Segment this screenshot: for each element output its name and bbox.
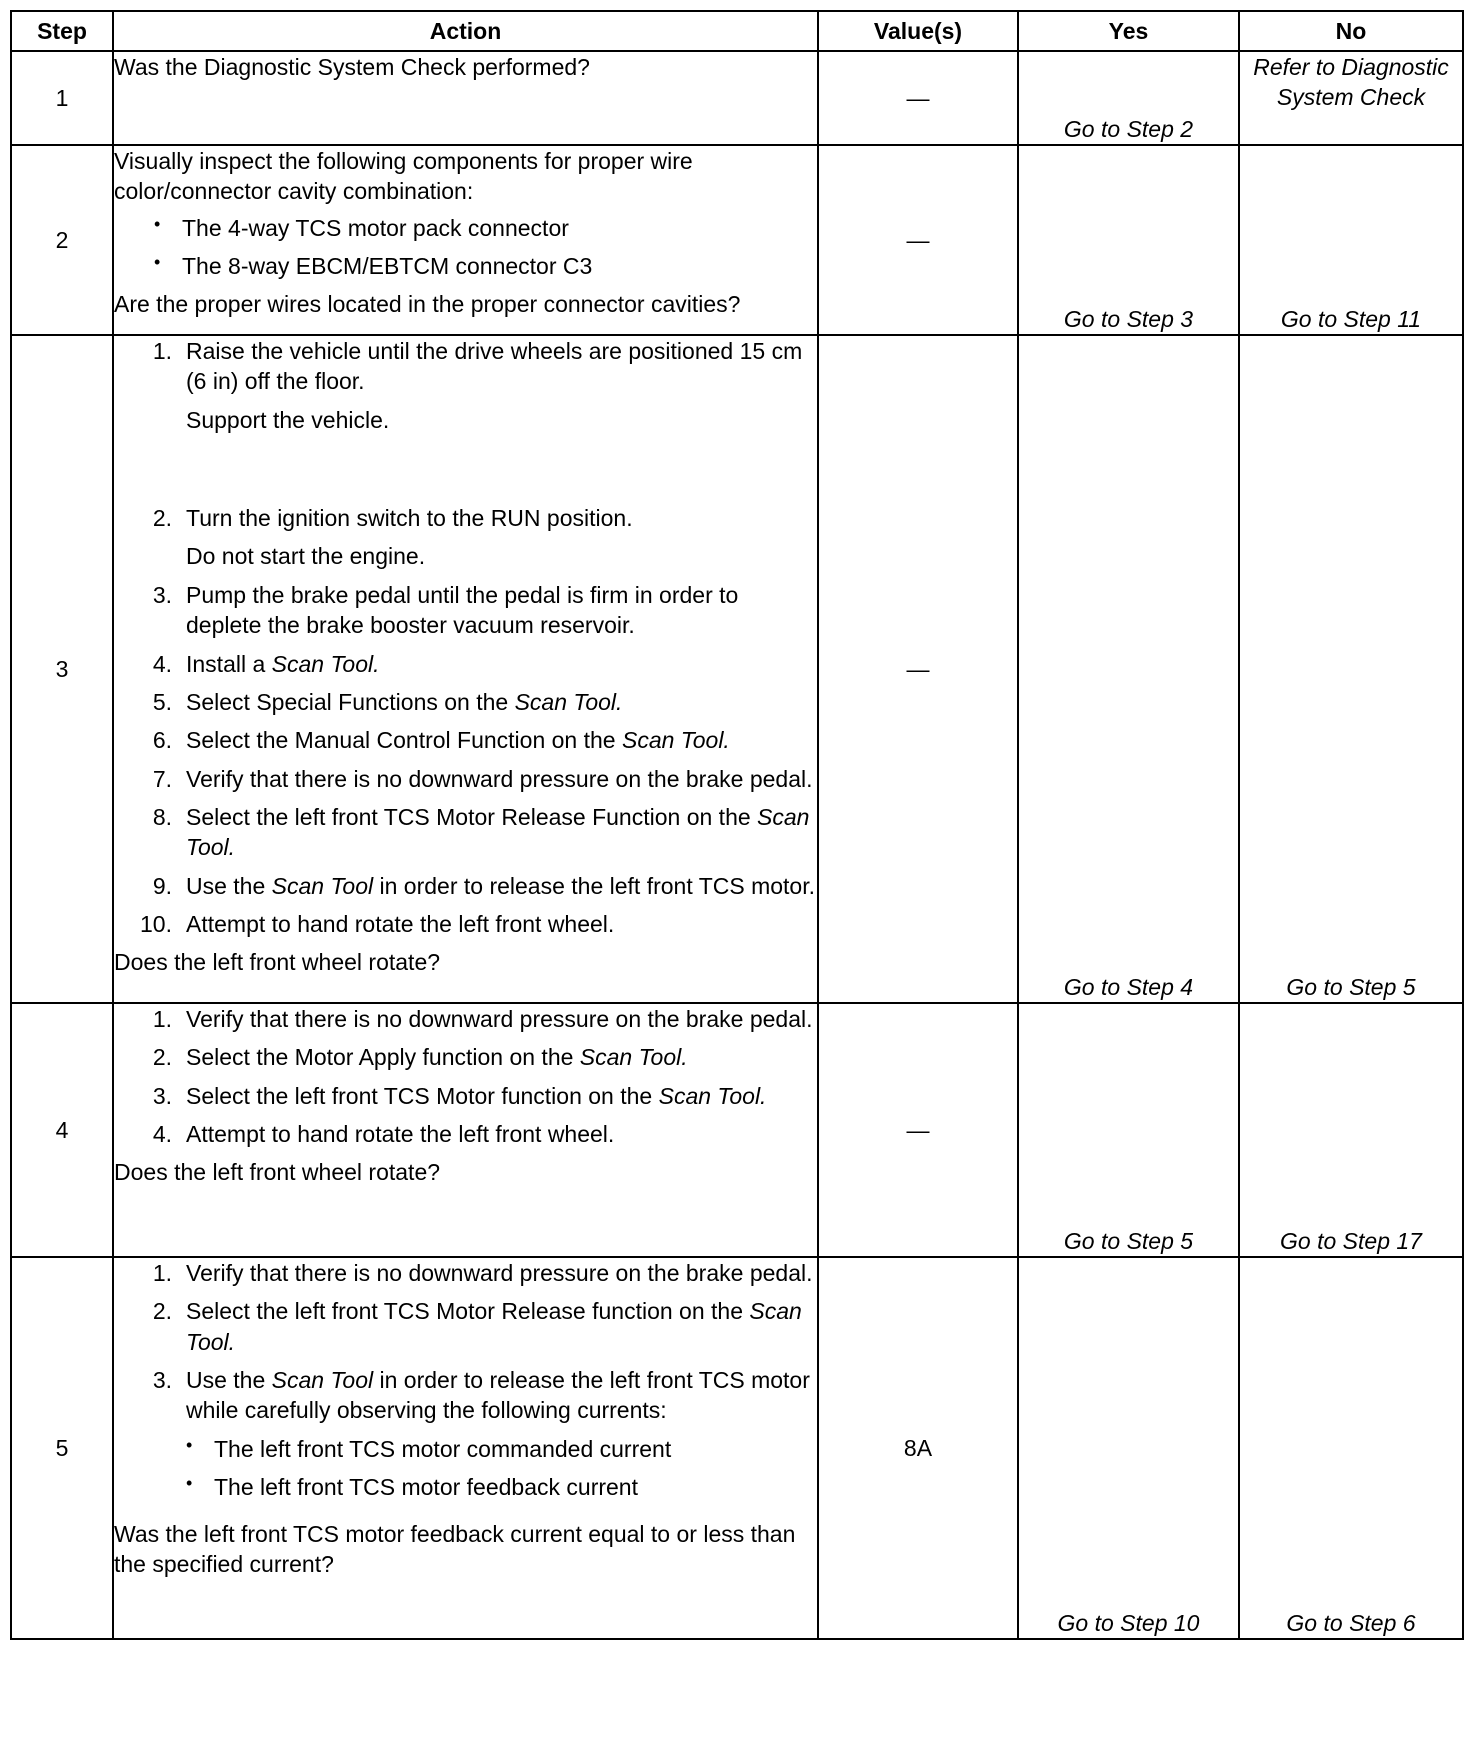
procedure-list [114, 1258, 817, 1511]
intro-text: Visually inspect the following components for proper wire color/connector cavity combination: [114, 148, 693, 205]
list-item: 8. Select the left front TCS Motor Release Function on the Scan Tool. [152, 803, 810, 861]
value-cell: — [818, 51, 1018, 145]
value-cell: — [818, 335, 1018, 1003]
list-item: 1. Raise the vehicle until the drive wheels are positioned 15 cm (6 in) off the floor. Support the vehicle. [152, 338, 803, 433]
list-item: • The 8-way EBCM/EBTCM connector C3 [154, 251, 817, 281]
table-row-step-2 [11, 145, 1463, 335]
question-text: Are the proper wires located in the proper connector cavities? [114, 291, 741, 318]
step-number: 4 [11, 1003, 113, 1257]
component-list [114, 213, 817, 282]
step-number: 5 [11, 1257, 113, 1639]
table-row-step-1 [11, 51, 1463, 145]
yes-cell: Go to Step 4 [1018, 335, 1239, 1003]
list-item: 5. Select Special Functions on the Scan Tool. [152, 688, 623, 715]
question-text: Was the Diagnostic System Check performed? [114, 54, 590, 80]
list-item: • The left front TCS motor commanded current [186, 1434, 817, 1464]
list-item: 1. Verify that there is no downward pressure on the brake pedal. [152, 1260, 813, 1286]
action-cell [113, 1003, 818, 1257]
diagnostic-table [10, 10, 1464, 1640]
value-cell: — [818, 145, 1018, 335]
question-text: Was the left front TCS motor feedback current equal to or less than the specified current? [114, 1520, 796, 1577]
header-step: Step [11, 11, 113, 51]
question-text: Does the left front wheel rotate? [114, 1159, 441, 1186]
list-item: 1. Verify that there is no downward pressure on the brake pedal. [152, 1006, 813, 1032]
header-action: Action [113, 11, 818, 51]
value-cell: — [818, 1003, 1018, 1257]
list-item: 3. Use the Scan Tool in order to release the left front TCS motor while carefully observing the following currents: • The left front TCS motor commanded current • The left front TCS motor feedback current [114, 1365, 817, 1510]
header-yes: Yes [1018, 11, 1239, 51]
header-row [11, 11, 1463, 51]
list-item: 10. Attempt to hand rotate the left front wheel. [140, 911, 615, 938]
step-number: 1 [11, 51, 113, 145]
list-item: 2. Turn the ignition switch to the RUN position. Do not start the engine. [152, 505, 633, 570]
step-number: 2 [11, 145, 113, 335]
table-row-step-4 [11, 1003, 1463, 1257]
no-cell: Refer to Diagnostic System Check [1239, 51, 1463, 145]
procedure-list [114, 336, 817, 939]
table-row-step-5 [11, 1257, 1463, 1639]
step-number: 3 [11, 335, 113, 1003]
action-cell [113, 1257, 818, 1639]
yes-cell: Go to Step 10 [1018, 1257, 1239, 1639]
value-cell: 8A [818, 1257, 1018, 1639]
list-item: 3. Pump the brake pedal until the pedal is firm in order to deplete the brake booster vacuum reservoir. [152, 581, 739, 639]
current-list [186, 1434, 817, 1503]
list-item: 4. Install a Scan Tool. [152, 650, 380, 677]
question-text: Does the left front wheel rotate? [114, 949, 441, 976]
list-item: 3. Select the left front TCS Motor function on the Scan Tool. [152, 1082, 767, 1109]
list-item: 2. Select the Motor Apply function on the Scan Tool. [152, 1044, 688, 1071]
list-item: 2. Select the left front TCS Motor Release function on the Scan Tool. [152, 1298, 802, 1355]
no-cell: Go to Step 5 [1239, 335, 1463, 1003]
action-cell [113, 335, 818, 1003]
action-cell [113, 145, 818, 335]
no-cell: Go to Step 11 [1239, 145, 1463, 335]
header-no: No [1239, 11, 1463, 51]
list-item: 4. Attempt to hand rotate the left front wheel. [152, 1121, 615, 1148]
list-item: 9. Use the Scan Tool in order to release the left front TCS motor. [152, 872, 816, 899]
no-cell: Go to Step 6 [1239, 1257, 1463, 1639]
yes-cell: Go to Step 3 [1018, 145, 1239, 335]
yes-cell: Go to Step 5 [1018, 1003, 1239, 1257]
list-item: 7. Verify that there is no downward pressure on the brake pedal. [152, 765, 813, 792]
table-row-step-3 [11, 335, 1463, 1003]
header-values: Value(s) [818, 11, 1018, 51]
list-item: • The 4-way TCS motor pack connector [154, 213, 817, 243]
list-item: 6. Select the Manual Control Function on the Scan Tool. [152, 727, 730, 754]
no-cell: Go to Step 17 [1239, 1003, 1463, 1257]
procedure-list [114, 1004, 817, 1149]
action-cell [113, 51, 818, 145]
list-item: • The left front TCS motor feedback current [186, 1472, 817, 1502]
yes-cell: Go to Step 2 [1018, 51, 1239, 145]
